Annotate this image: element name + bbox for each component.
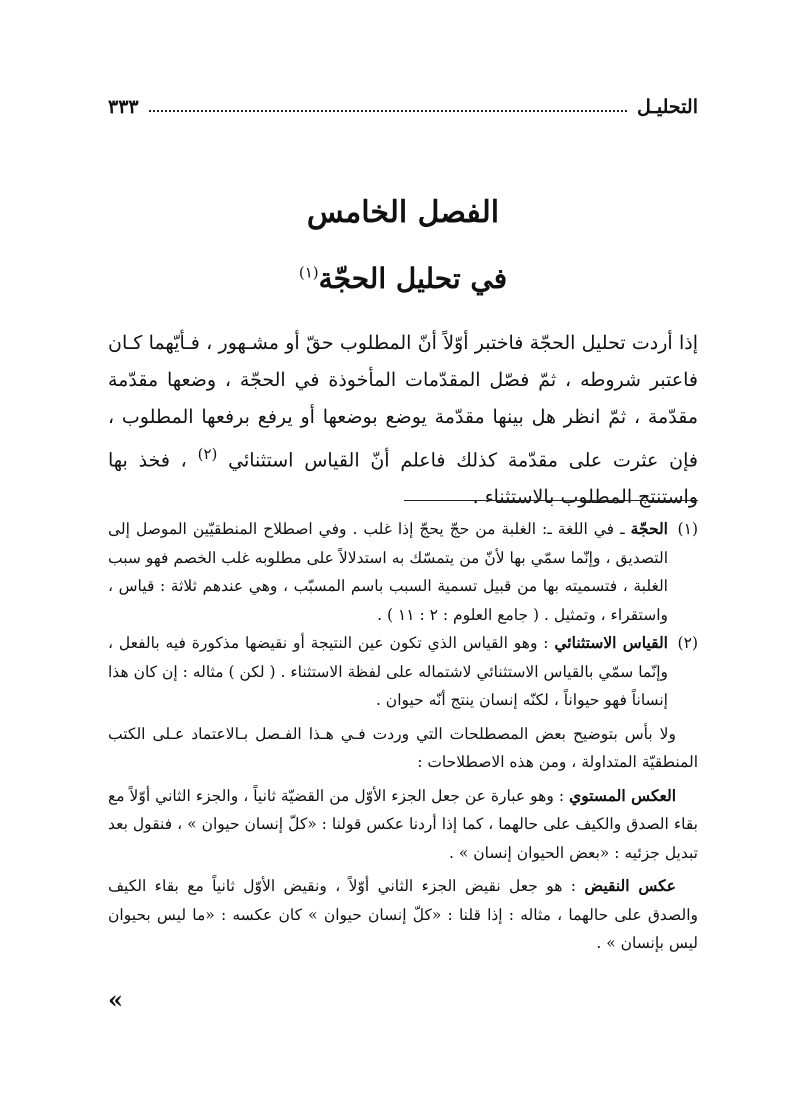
- header-title: التحليـل: [636, 96, 698, 118]
- body-paragraph: [108, 325, 698, 516]
- footnote-text: : وهو القياس الذي تكون عين النتيجة أو نقيضها مذكورة فيه بالفعل ، وإنّما سمّي بالقياس الاستثنائي لاشتماله على لفظة الاستثناء . ( لكن ) مثاله : إن كان هذا إنساناً فهو حيواناً ، لكنّه إنسان ينتج أنّه حيوان .: [108, 634, 668, 709]
- section-title: [108, 262, 698, 295]
- editor-note: ولا بأس بتوضيح بعض المصطلحات التي وردت فـي هـذا الفـصل بـالاعتماد عـلى الكتب المنطقيّة المتداولة ، ومن هذه الاصطلاحات :: [108, 724, 698, 771]
- definition: [108, 872, 698, 958]
- page-number: ٣٣٣: [108, 96, 139, 118]
- footnote-term: الحجّة: [630, 519, 668, 538]
- footnote-ref-2: (٢): [197, 445, 218, 463]
- continuation-mark: «: [108, 985, 123, 1014]
- definition-text: : وهو عبارة عن جعل الجزء الأوّل من القضيّة ثانياً ، والجزء الثاني أوّلاً مع بقاء الصدق والكيف على حالهما ، كما إذا أردنا عكس قولنا : «كلّ إنسان حيوان » ، فنقول بعد تبديل جزئيه : «بعض الحيوان إنسان » .: [108, 786, 698, 862]
- section-title-text: في تحليل الحجّة: [318, 262, 508, 295]
- footnote: [108, 515, 698, 629]
- definition-term: عكس النقيض: [584, 876, 676, 895]
- footnote: [108, 629, 698, 715]
- footnote-text: ـ في اللغة ـ: الغلبة من حجّ يحجّ إذا غلب . وفي اصطلاح المنطقيّين الموصل إلى التصديق ، وإنّما سمّي بها لأنّ من يتمسّك به استدلالاً على مطلوبه غلب الخصم فهو سبب الغلبة ، فتسميته بها من قبيل تسمية السبب باسم المسبّب ، وهي عندهم ثلاثة : قياس ، واستقراء ، وتمثيل . ( جامع العلوم : ٢ : ١١ ) .: [108, 520, 668, 624]
- definition: [108, 782, 698, 868]
- footnotes-section: [108, 515, 698, 958]
- footnote-divider: [404, 500, 698, 501]
- chapter-title: الفصل الخامس: [306, 195, 500, 230]
- footnote-ref-1: (١): [298, 263, 319, 282]
- running-header: [108, 90, 698, 118]
- header-dot-leader: [149, 110, 627, 112]
- body-text-part-1: إذا أردت تحليل الحجّة فاختبر أوّلاً أنّ المطلوب حقّ أو مشـهور ، فـأيّهما كـان فاعتبر شروطه ، ثمّ فصّل المقدّمات المأخوذة في الحجّة ، وضعها مقدّمة مقدّمة ، ثمّ انظر هل بينها مقدّمة يوضع بوضعها أو يرفع برفعها المطلوب ، فإن عثرت على مقدّمة كذلك فاعلم أنّ القياس استثنائي: [108, 332, 698, 472]
- definition-term: العكس المستوي: [569, 785, 677, 805]
- footnote-number: (١): [677, 520, 698, 538]
- body-text-part-2: ، فخذ بها واستنتج المطلوب بالاستثناء .: [108, 449, 698, 509]
- footnote-term: القياس الاستثنائي: [554, 633, 668, 652]
- definition-text: : هو جعل نقيض الجزء الثاني أوّلاً ، ونقيض الأوّل ثانياً مع بقاء الكيف والصدق على حالهما ، مثاله : إذا قلنا : «كلّ إنسان حيوان » كان عكسه : «ما ليس بحيوان ليس بإنسان » .: [108, 877, 698, 952]
- footnote-number: (٢): [677, 634, 698, 652]
